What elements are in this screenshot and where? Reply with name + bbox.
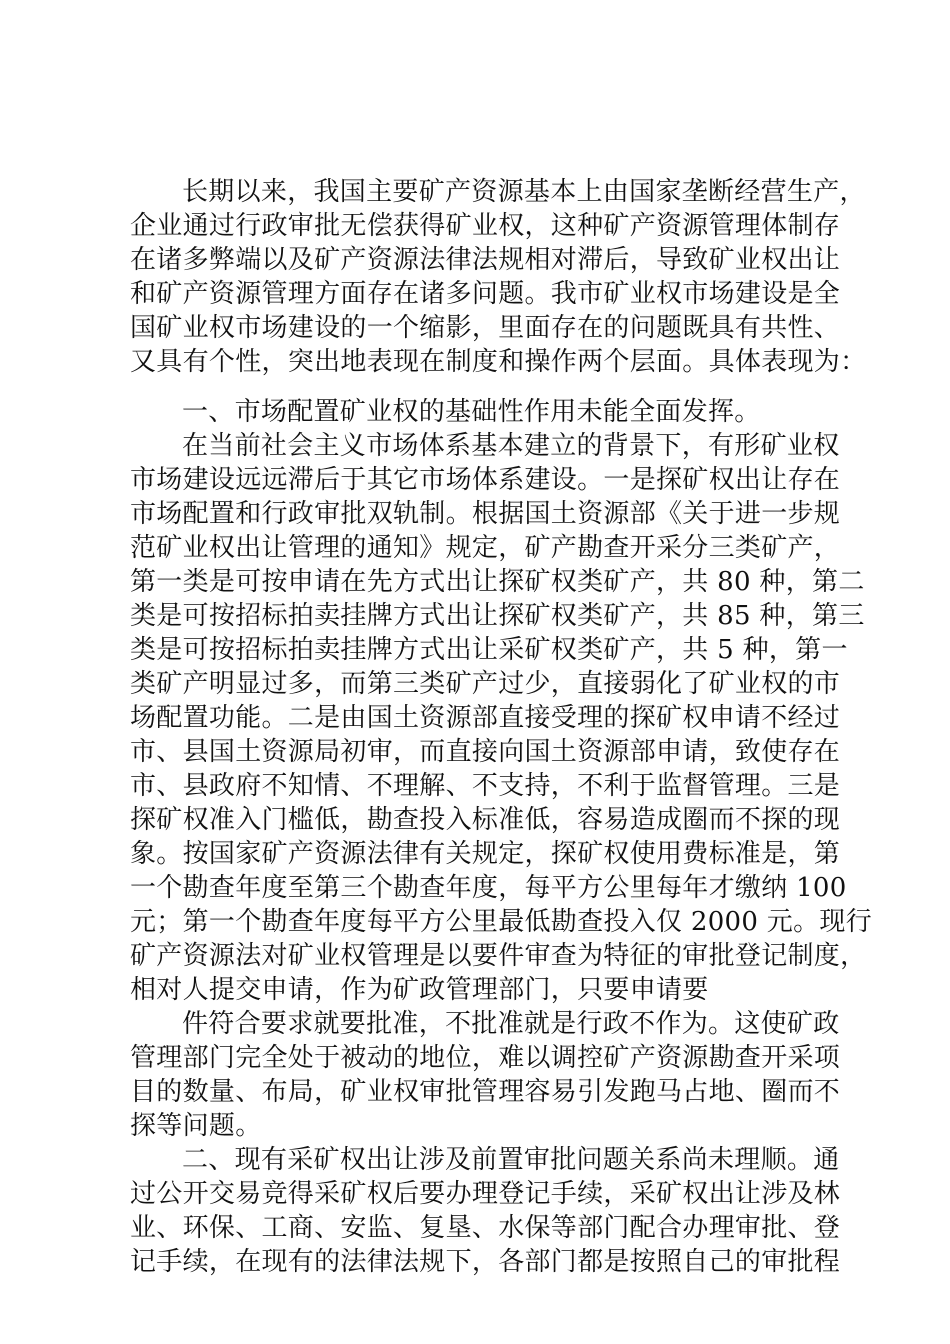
paragraph-4-line-4: 记手续，在现有的法律法规下，各部门都是按照自己的审批程 [130, 1247, 841, 1277]
paragraph-3-line-1: 件符合要求就要批准，不批准就是行政不作为。这使矿政 [182, 1009, 840, 1039]
paragraph-2-line-4: 范矿业权出让管理的通知》规定，矿产勘查开采分三类矿产， [130, 533, 841, 563]
paragraph-2-line-14: 一个勘查年度至第三个勘查年度，每平方公里每年才缴纳 100 [130, 873, 847, 903]
paragraph-2-line-17: 相对人提交申请，作为矿政管理部门，只要申请要 [130, 975, 709, 1005]
paragraph-1-line-2: 企业通过行政审批无偿获得矿业权，这种矿产资源管理体制存 [130, 211, 841, 241]
paragraph-2-line-16: 矿产资源法对矿业权管理是以要件审查为特征的审批登记制度， [130, 941, 867, 971]
paragraph-2-line-8: 类矿产明显过多，而第三类矿产过少，直接弱化了矿业权的市 [130, 669, 841, 699]
paragraph-4-line-2: 过公开交易竞得采矿权后要办理登记手续，采矿权出让涉及林 [130, 1179, 841, 1209]
paragraph-4-line-3: 业、环保、工商、安监、复垦、水保等部门配合办理审批、登 [130, 1213, 841, 1243]
paragraph-1-line-3: 在诸多弊端以及矿产资源法律法规相对滞后，导致矿业权出让 [130, 245, 841, 275]
paragraph-2-line-6: 类是可按招标拍卖挂牌方式出让探矿权类矿产，共 85 种，第三 [130, 601, 865, 631]
paragraph-2-line-11: 市、县政府不知情、不理解、不支持，不利于监督管理。三是 [130, 771, 841, 801]
paragraph-2-line-15: 元；第一个勘查年度每平方公里最低勘查投入仅 2000 元。现行 [130, 907, 872, 937]
paragraph-2-line-9: 场配置功能。二是由国土资源部直接受理的探矿权申请不经过 [130, 703, 841, 733]
paragraph-2-line-1: 在当前社会主义市场体系基本建立的背景下，有形矿业权 [182, 431, 840, 461]
paragraph-4-line-1: 二、现有采矿权出让涉及前置审批问题关系尚未理顺。通 [182, 1145, 840, 1175]
paragraph-3-line-2: 管理部门完全处于被动的地位，难以调控矿产资源勘查开采项 [130, 1043, 841, 1073]
paragraph-2-line-12: 探矿权准入门槛低，勘查投入标准低，容易造成圈而不探的现 [130, 805, 841, 835]
section-heading-1: 一、市场配置矿业权的基础性作用未能全面发挥。 [182, 397, 761, 427]
paragraph-1-line-6: 又具有个性，突出地表现在制度和操作两个层面。具体表现为： [130, 347, 867, 377]
paragraph-2-line-2: 市场建设远远滞后于其它市场体系建设。一是探矿权出让存在 [130, 465, 841, 495]
paragraph-2-line-7: 类是可按招标拍卖挂牌方式出让采矿权类矿产，共 5 种，第一 [130, 635, 848, 665]
paragraph-1-line-5: 国矿业权市场建设的一个缩影，里面存在的问题既具有共性、 [130, 313, 841, 343]
paragraph-1-line-1: 长期以来，我国主要矿产资源基本上由国家垄断经营生产， [182, 177, 866, 207]
paragraph-2-line-10: 市、县国土资源局初审，而直接向国土资源部申请，致使存在 [130, 737, 841, 767]
paragraph-2-line-3: 市场配置和行政审批双轨制。根据国土资源部《关于进一步规 [130, 499, 841, 529]
paragraph-2-line-5: 第一类是可按申请在先方式出让探矿权类矿产，共 80 种，第二 [130, 567, 865, 597]
paragraph-2-line-13: 象。按国家矿产资源法律有关规定，探矿权使用费标准是，第 [130, 839, 841, 869]
paragraph-1-line-4: 和矿产资源管理方面存在诸多问题。我市矿业权市场建设是全 [130, 279, 841, 309]
paragraph-3-line-3: 目的数量、布局，矿业权审批管理容易引发跑马占地、圈而不 [130, 1077, 841, 1107]
paragraph-3-line-4: 探等问题。 [130, 1111, 262, 1141]
